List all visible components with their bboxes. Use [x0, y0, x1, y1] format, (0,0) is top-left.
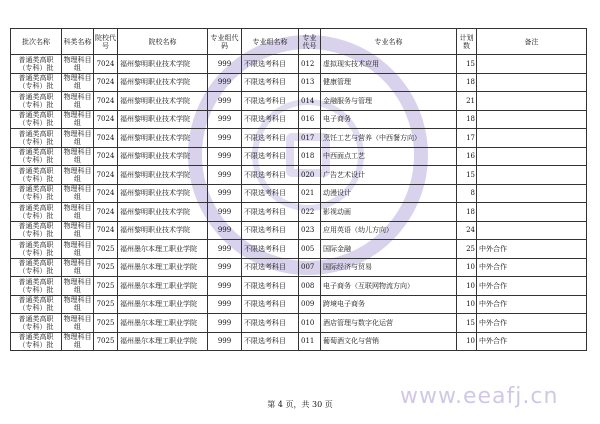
table-row	[11, 258, 587, 277]
cell-category: 物理科目组	[63, 333, 92, 350]
cell-group-code: 999	[208, 332, 242, 351]
header-school-code: 院校代号	[94, 29, 118, 55]
cell-note	[477, 55, 587, 74]
cell-group-code: 999	[208, 314, 242, 333]
cell-category: 物理科目组	[63, 296, 92, 313]
cell-major: 广告艺术设计	[321, 166, 457, 185]
table-row	[11, 332, 587, 351]
cell-school: 福州墨尔本理工职业学院	[118, 332, 208, 351]
cell-code: 7024	[94, 73, 118, 92]
cell-plan: 18	[457, 110, 477, 129]
table-row	[11, 295, 587, 314]
cell-major-code: 022	[299, 203, 321, 222]
cell-school: 福州黎明职业技术学院	[118, 203, 208, 222]
cell-category: 物理科目组	[63, 111, 92, 128]
cell-school: 福州黎明职业技术学院	[118, 92, 208, 111]
cell-plan: 10	[457, 295, 477, 314]
cell-note: 中外合作	[477, 277, 587, 296]
cell-major-code: 009	[299, 295, 321, 314]
cell-major-code: 016	[299, 110, 321, 129]
cell-group-name: 不限选考科目	[242, 73, 299, 92]
cell-group-name: 不限选考科目	[242, 55, 299, 74]
cell-major: 国际经济与贸易	[321, 258, 457, 277]
cell-major-code: 020	[299, 166, 321, 185]
cell-code: 7025	[94, 314, 118, 333]
cell-group-code: 999	[208, 295, 242, 314]
cell-major: 影视动画	[321, 203, 457, 222]
table-header-row	[11, 29, 587, 55]
cell-group-code: 999	[208, 258, 242, 277]
cell-code: 7024	[94, 110, 118, 129]
admission-plan-table	[10, 28, 587, 351]
table-row	[11, 277, 587, 296]
cell-group-code: 999	[208, 166, 242, 185]
cell-group-code: 999	[208, 110, 242, 129]
cell-batch: 普通类高职（专科）批	[11, 295, 62, 314]
cell-major-code: 007	[299, 258, 321, 277]
cell-group-name: 不限选考科目	[242, 314, 299, 333]
cell-note: 中外合作	[477, 258, 587, 277]
cell-plan: 8	[457, 184, 477, 203]
cell-major: 酒店管理与数字化运营	[321, 314, 457, 333]
cell-category: 物理科目组	[63, 92, 92, 109]
cell-plan: 18	[457, 203, 477, 222]
cell-group-name: 不限选考科目	[242, 332, 299, 351]
cell-group-code: 999	[208, 221, 242, 240]
cell-category: 物理科目组	[63, 129, 92, 146]
cell-category: 物理科目组	[63, 55, 92, 72]
cell-group-name: 不限选考科目	[242, 110, 299, 129]
cell-batch: 普通类高职（专科）批	[11, 258, 62, 277]
cell-note: 中外合作	[477, 295, 587, 314]
cell-major: 中西面点工艺	[321, 147, 457, 166]
cell-major-code: 013	[299, 73, 321, 92]
cell-group-code: 999	[208, 147, 242, 166]
cell-plan: 21	[457, 92, 477, 111]
header-note: 备注	[477, 29, 587, 55]
table-row	[11, 184, 587, 203]
table-row	[11, 110, 587, 129]
header-group-code: 专业组代码	[208, 29, 242, 55]
cell-major-code: 011	[299, 332, 321, 351]
cell-note	[477, 110, 587, 129]
cell-plan: 15	[457, 55, 477, 74]
header-category: 科类名称	[62, 29, 94, 55]
table-row	[11, 55, 587, 74]
table-row	[11, 92, 587, 111]
cell-school: 福州黎明职业技术学院	[118, 110, 208, 129]
table-row	[11, 73, 587, 92]
cell-plan: 10	[457, 332, 477, 351]
cell-category: 物理科目组	[63, 277, 92, 294]
cell-major: 跨境电子商务	[321, 295, 457, 314]
cell-major: 国际金融	[321, 240, 457, 259]
cell-plan: 15	[457, 166, 477, 185]
cell-group-name: 不限选考科目	[242, 166, 299, 185]
cell-major-code: 012	[299, 55, 321, 74]
cell-batch: 普通类高职（专科）批	[11, 184, 62, 203]
cell-group-name: 不限选考科目	[242, 221, 299, 240]
cell-group-name: 不限选考科目	[242, 258, 299, 277]
cell-note: 中外合作	[477, 240, 587, 259]
cell-code: 7025	[94, 240, 118, 259]
cell-group-name: 不限选考科目	[242, 92, 299, 111]
cell-major-code: 005	[299, 240, 321, 259]
cell-major-code: 023	[299, 221, 321, 240]
cell-group-name: 不限选考科目	[242, 184, 299, 203]
cell-category: 物理科目组	[63, 74, 92, 91]
cell-group-code: 999	[208, 240, 242, 259]
header-plan: 计划数	[457, 29, 477, 55]
cell-major: 应用英语（幼儿方向）	[321, 221, 457, 240]
cell-category: 物理科目组	[63, 259, 92, 276]
cell-major: 动漫设计	[321, 184, 457, 203]
cell-code: 7024	[94, 129, 118, 148]
cell-note	[477, 166, 587, 185]
cell-batch: 普通类高职（专科）批	[11, 221, 62, 240]
cell-major-code: 018	[299, 147, 321, 166]
cell-batch: 普通类高职（专科）批	[11, 55, 62, 74]
cell-plan: 16	[457, 147, 477, 166]
cell-note	[477, 129, 587, 148]
cell-plan: 10	[457, 258, 477, 277]
cell-school: 福州黎明职业技术学院	[118, 129, 208, 148]
cell-code: 7024	[94, 92, 118, 111]
cell-major: 葡萄酒文化与营销	[321, 332, 457, 351]
header-group-name: 专业组名称	[242, 29, 299, 55]
cell-school: 福州黎明职业技术学院	[118, 73, 208, 92]
cell-group-code: 999	[208, 55, 242, 74]
cell-note: 中外合作	[477, 332, 587, 351]
cell-batch: 普通类高职（专科）批	[11, 314, 62, 333]
cell-code: 7025	[94, 277, 118, 296]
cell-plan: 25	[457, 240, 477, 259]
cell-school: 福州黎明职业技术学院	[118, 55, 208, 74]
cell-group-code: 999	[208, 277, 242, 296]
cell-batch: 普通类高职（专科）批	[11, 332, 62, 351]
cell-note	[477, 203, 587, 222]
cell-plan: 15	[457, 314, 477, 333]
cell-category: 物理科目组	[63, 166, 92, 183]
cell-group-name: 不限选考科目	[242, 240, 299, 259]
cell-category: 物理科目组	[63, 240, 92, 257]
cell-code: 7024	[94, 184, 118, 203]
cell-category: 物理科目组	[63, 185, 92, 202]
table-row	[11, 314, 587, 333]
cell-group-code: 999	[208, 73, 242, 92]
table-row	[11, 240, 587, 259]
cell-plan: 17	[457, 129, 477, 148]
cell-note	[477, 184, 587, 203]
cell-major-code: 021	[299, 184, 321, 203]
table-row	[11, 129, 587, 148]
site-watermark: www.eeafj.cn	[400, 384, 559, 409]
cell-code: 7024	[94, 55, 118, 74]
cell-category: 物理科目组	[63, 148, 92, 165]
cell-school: 福州墨尔本理工职业学院	[118, 240, 208, 259]
cell-major-code: 014	[299, 92, 321, 111]
cell-school: 福州墨尔本理工职业学院	[118, 314, 208, 333]
cell-batch: 普通类高职（专科）批	[11, 110, 62, 129]
cell-school: 福州黎明职业技术学院	[118, 221, 208, 240]
header-major-name: 专业名称	[321, 29, 457, 55]
page-footer: 第 4 页，共 30 页	[267, 400, 333, 409]
cell-major: 烹饪工艺与营养（中西餐方向）	[321, 129, 457, 148]
cell-school: 福州黎明职业技术学院	[118, 184, 208, 203]
table-row	[11, 221, 587, 240]
cell-major-code: 010	[299, 314, 321, 333]
cell-batch: 普通类高职（专科）批	[11, 166, 62, 185]
cell-note	[477, 147, 587, 166]
cell-batch: 普通类高职（专科）批	[11, 129, 62, 148]
header-school-name: 院校名称	[118, 29, 208, 55]
cell-group-name: 不限选考科目	[242, 203, 299, 222]
cell-major-code: 017	[299, 129, 321, 148]
cell-category: 物理科目组	[63, 222, 92, 239]
cell-school: 福州墨尔本理工职业学院	[118, 295, 208, 314]
cell-school: 福州墨尔本理工职业学院	[118, 258, 208, 277]
cell-group-code: 999	[208, 92, 242, 111]
cell-major: 电子商务	[321, 110, 457, 129]
cell-school: 福州黎明职业技术学院	[118, 147, 208, 166]
cell-code: 7025	[94, 258, 118, 277]
cell-major: 金融服务与管理	[321, 92, 457, 111]
table-row	[11, 203, 587, 222]
document-sheet	[10, 28, 586, 351]
cell-code: 7025	[94, 295, 118, 314]
cell-school: 福州墨尔本理工职业学院	[118, 277, 208, 296]
cell-note: 中外合作	[477, 314, 587, 333]
cell-code: 7024	[94, 166, 118, 185]
cell-batch: 普通类高职（专科）批	[11, 277, 62, 296]
table-row	[11, 147, 587, 166]
cell-group-code: 999	[208, 203, 242, 222]
cell-note	[477, 73, 587, 92]
cell-major: 虚拟现实技术应用	[321, 55, 457, 74]
table-row	[11, 166, 587, 185]
cell-code: 7024	[94, 221, 118, 240]
cell-batch: 普通类高职（专科）批	[11, 147, 62, 166]
cell-batch: 普通类高职（专科）批	[11, 92, 62, 111]
cell-plan: 24	[457, 221, 477, 240]
cell-major: 电子商务（互联网物流方向）	[321, 277, 457, 296]
cell-note	[477, 221, 587, 240]
cell-major-code: 008	[299, 277, 321, 296]
cell-batch: 普通类高职（专科）批	[11, 203, 62, 222]
cell-code: 7024	[94, 147, 118, 166]
cell-note	[477, 92, 587, 111]
cell-plan: 18	[457, 73, 477, 92]
cell-plan: 10	[457, 277, 477, 296]
cell-group-code: 999	[208, 129, 242, 148]
header-batch: 批次名称	[11, 29, 62, 55]
header-major-code: 专业代号	[299, 29, 321, 55]
cell-category: 物理科目组	[63, 314, 92, 331]
cell-batch: 普通类高职（专科）批	[11, 240, 62, 259]
cell-code: 7025	[94, 332, 118, 351]
cell-major: 健康管理	[321, 73, 457, 92]
cell-group-name: 不限选考科目	[242, 147, 299, 166]
cell-code: 7024	[94, 203, 118, 222]
cell-group-name: 不限选考科目	[242, 277, 299, 296]
cell-batch: 普通类高职（专科）批	[11, 73, 62, 92]
cell-group-name: 不限选考科目	[242, 295, 299, 314]
cell-group-code: 999	[208, 184, 242, 203]
cell-category: 物理科目组	[63, 203, 92, 220]
cell-group-name: 不限选考科目	[242, 129, 299, 148]
cell-school: 福州黎明职业技术学院	[118, 166, 208, 185]
